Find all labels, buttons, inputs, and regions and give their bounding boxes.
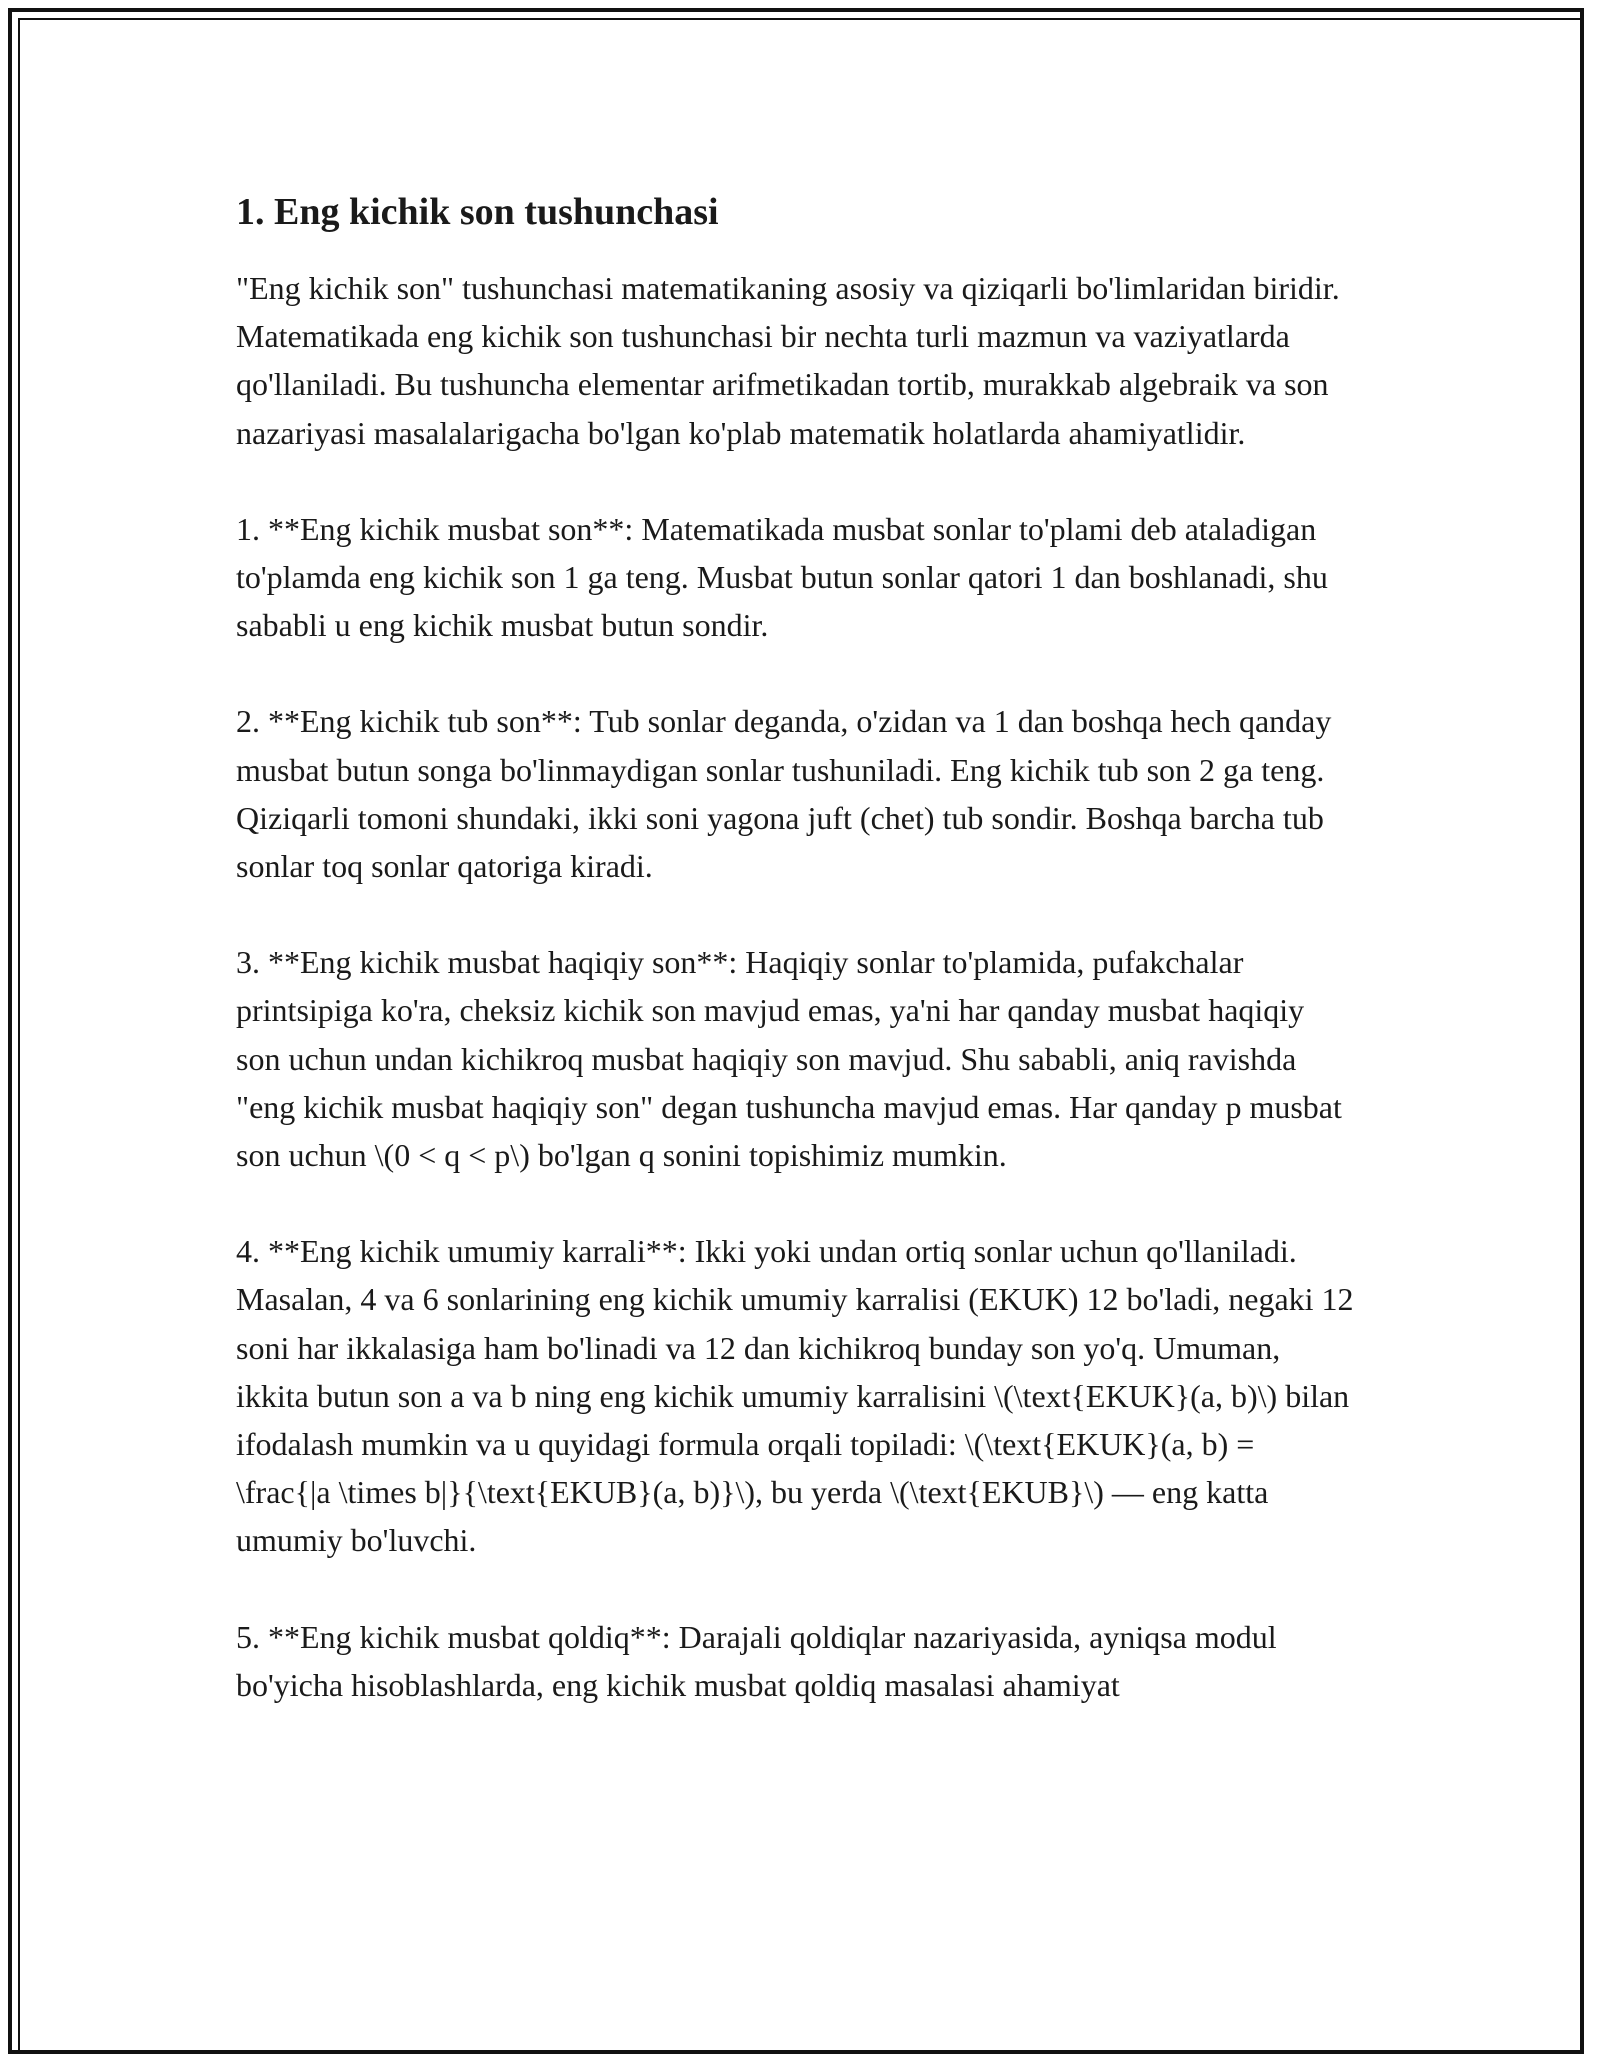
paragraph-smallest-prime: 2. **Eng kichik tub son**: Tub sonlar deganda, o'zidan va 1 dan boshqa hech qanday musbat butun songa bo'linmaydigan sonlar tushuniladi. Eng kichik tub son 2 ga teng. Qiziqarli tomoni shundaki, ikki soni yagona juft (chet) tub sondir. Boshqa barcha tub sonlar toq sonlar qatoriga kiradi.: [236, 703, 1332, 885]
paragraph-smallest-positive-residue: 5. **Eng kichik musbat qoldiq**: Darajali qoldiqlar nazariyasida, ayniqsa modul bo'yicha hisoblashlarda, eng kichik musbat qoldiq masalasi ahamiyat: [236, 1618, 1277, 1703]
paragraph-smallest-positive-real: 3. **Eng kichik musbat haqiqiy son**: Haqiqiy sonlar to'plamida, pufakchalar printsipiga ko'ra, cheksiz kichik son mavjud emas, ya'ni har qanday musbat haqiqiy son uchun undan kichikroq musbat haqiqiy son mavjud. Shu sababli, aniq ravishda "eng kichik musbat haqiqiy son" degan tushuncha mavjud emas. Har qanday p musbat son uchun \(0 < q < p\) bo'lgan q sonini topishimiz mumkin.: [236, 944, 1342, 1174]
paragraph-smallest-positive-number: 1. **Eng kichik musbat son**: Matematikada musbat sonlar to'plami deb ataladigan to'plamda eng kichik son 1 ga teng. Musbat butun sonlar qatori 1 dan boshlanadi, shu sababli u eng kichik musbat butun sondir.: [236, 510, 1328, 644]
document-body: [236, 186, 1356, 1757]
paragraph-least-common-multiple: 4. **Eng kichik umumiy karrali**: Ikki yoki undan ortiq sonlar uchun qo'llaniladi. Masalan, 4 va 6 sonlarining eng kichik umumiy karralisi (EKUK) 12 bo'ladi, negaki 12 soni har ikkalasiga ham bo'linadi va 12 dan kichikroq bunday son yo'q. Umuman, ikkita butun son a va b ning eng kichik umumiy karralisini \(\text{EKUK}(a, b)\) bilan ifodalash mumkin va u quyidagi formula orqali topiladi: \(\text{EKUK}(a, b) = \frac{|a \times b|}{\text{EKUB}(a, b)}\), bu yerda \(\text{EKUB}\) — eng katta umumiy bo'luvchi.: [236, 1233, 1354, 1559]
intro-paragraph: "Eng kichik son" tushunchasi matematikaning asosiy va qiziqarli bo'limlaridan biridir. Matematikada eng kichik son tushunchasi bir nechta turli mazmun va vaziyatlarda qo'llaniladi. Bu tushuncha elementar arifmetikadan tortib, murakkab algebraik va son nazariyasi masalalarigacha bo'lgan ko'plab matematik holatlarda ahamiyatlidir.: [236, 270, 1340, 451]
section-heading: 1. Eng kichik son tushunchasi: [236, 191, 719, 233]
